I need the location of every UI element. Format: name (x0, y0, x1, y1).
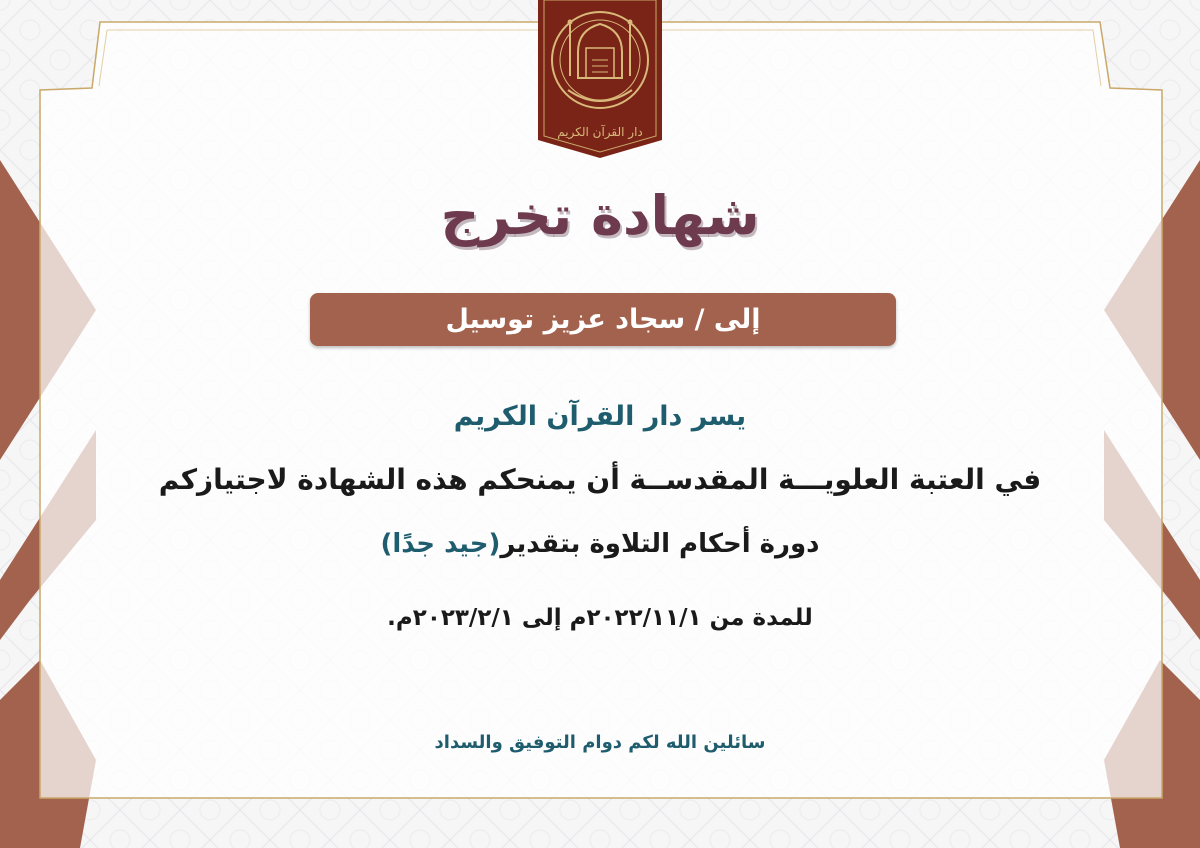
shrine-emblem (538, 0, 662, 158)
recipient-banner (310, 293, 896, 346)
body-line-course (120, 522, 1080, 566)
certificate-title: شهادة تخرج (440, 184, 760, 247)
course-grade: (جيد جدًا) (380, 529, 501, 559)
emblem-text-bottom: دار القرآن الكريم (557, 125, 643, 139)
closing-blessing: سائلين الله لكم دوام التوفيق والسداد (434, 732, 766, 753)
course-name: دورة أحكام التلاوة بتقدير (500, 529, 820, 559)
body-line-grant: في العتبة العلويـــة المقدســة أن يمنحكم هذه الشهادة لاجتيازكم (158, 463, 1042, 496)
body-line-institution: يسر دار القرآن الكريم (453, 401, 747, 432)
recipient-name: إلى / سجاد عزيز توسيل (445, 304, 761, 335)
body-line-period: للمدة من ٢٠٢٢/١١/١م إلى ٢٠٢٣/٢/١م. (387, 605, 813, 631)
